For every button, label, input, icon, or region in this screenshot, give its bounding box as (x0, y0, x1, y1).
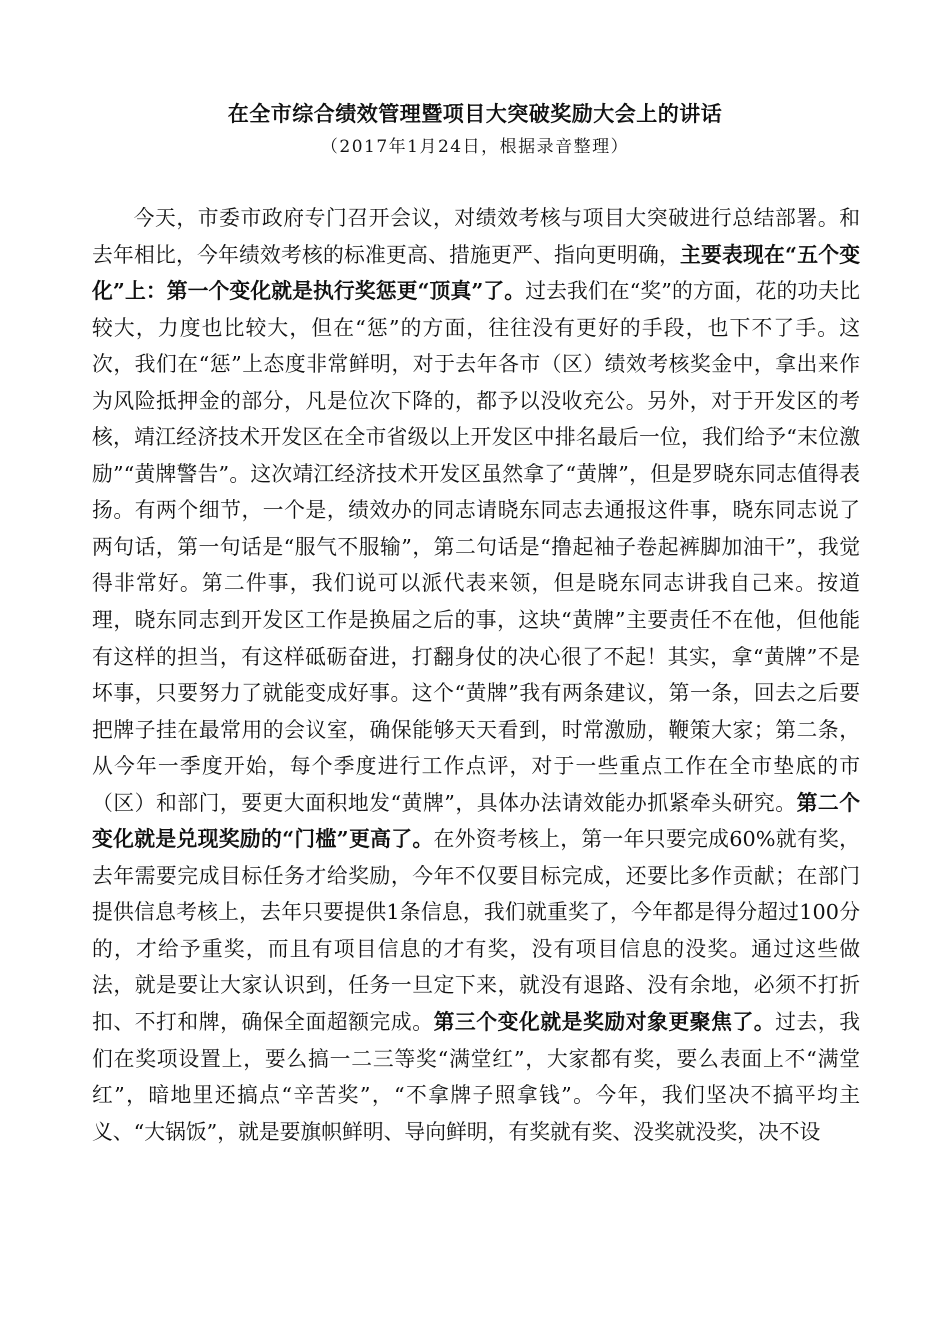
paragraph-run: 在外资考核上，第一年只要完成60%就有奖，去年需要完成目标任务才给奖励，今年不仅要目标完成，还要比多作贡献；在部门提供信息考核上，去年只要提供1条信息，我们就重奖了，今年都是得分超过100分的，才给予重奖，而且有项目信息的才有奖，没有项目信息的没奖。通过这些做法，就是要让大家认识到，任务一旦定下来，就没有退路、没有余地，必须不打折扣、不打和牌，确保全面超额完成。 (92, 827, 860, 1035)
paragraph-run: 过去，我们在奖项设置上，要么搞一二三等奖“满堂红”，大家都有奖，要么表面上不“满堂红”，暗地里还搞点“辛苦奖”，“不拿牌子照拿钱”。今年，我们坚决不搞平均主义、“大锅饭”，就是要旗帜鲜明、导向鲜明，有奖就有奖、没奖就没奖，决不设 (92, 1010, 860, 1144)
page-subtitle: （2017年1月24日，根据录音整理） (320, 137, 630, 157)
body-paragraph (92, 200, 860, 1150)
page-title: 在全市综合绩效管理暨项目大突破奖励大会上的讲话 (227, 101, 723, 126)
paragraph-run-bold: 第三个变化就是奖励对象更聚焦了。 (433, 1009, 776, 1035)
paragraph-run: 过去我们在“奖”的方面，花的功夫比较大，力度也比较大，但在“惩”的方面，往往没有更好的手段，也下不了手。这次，我们在“惩”上态度非常鲜明，对于去年各市（区）绩效考核奖金中，拿出来作为风险抵押金的部分，凡是位次下降的，都予以没收充公。另外，对于开发区的考核，靖江经济技术开发区在全市省级以上开发区中排名最后一位，我们给予“末位激励”“黄牌警告”。这次靖江经济技术开发区虽然拿了“黄牌”，但是罗晓东同志值得表扬。有两个细节，一个是，绩效办的同志请晓东同志去通报这件事，晓东同志说了两句话，第一句话是“服气不服输”，第二句话是“撸起袖子卷起裤脚加油干”，我觉得非常好。第二件事，我们说可以派代表来领，但是晓东同志讲我自己来。按道理，晓东同志到开发区工作是换届之后的事，这块“黄牌”主要责任不在他，但他能有这样的担当，有这样砥砺奋进，打翻身仗的决心很了不起！其实，拿“黄牌”不是坏事，只要努力了就能变成好事。这个“黄牌”我有两条建议，第一条，回去之后要把牌子挂在最常用的会议室，确保能够天天看到，时常激励，鞭策大家；第二条，从今年一季度开始，每个季度进行工作点评，对于一些重点工作在全市垫底的市（区）和部门，要更大面积地发“黄牌”，具体办法请效能办抓紧牵头研究。 (92, 279, 860, 815)
paragraph-run-bold: 第二个变化就是兑现奖励的“门槛”更高了。 (92, 789, 860, 852)
paragraph-run: 今天，市委市政府专门召开会议，对绩效考核与项目大突破进行总结部署。和去年相比，今年绩效考核的标准更高、措施更严、指向更明确， (92, 206, 860, 267)
paragraph-run-bold: 主要表现在“五个变化”上：第一个变化就是执行奖惩更“顶真”了。 (92, 241, 861, 304)
